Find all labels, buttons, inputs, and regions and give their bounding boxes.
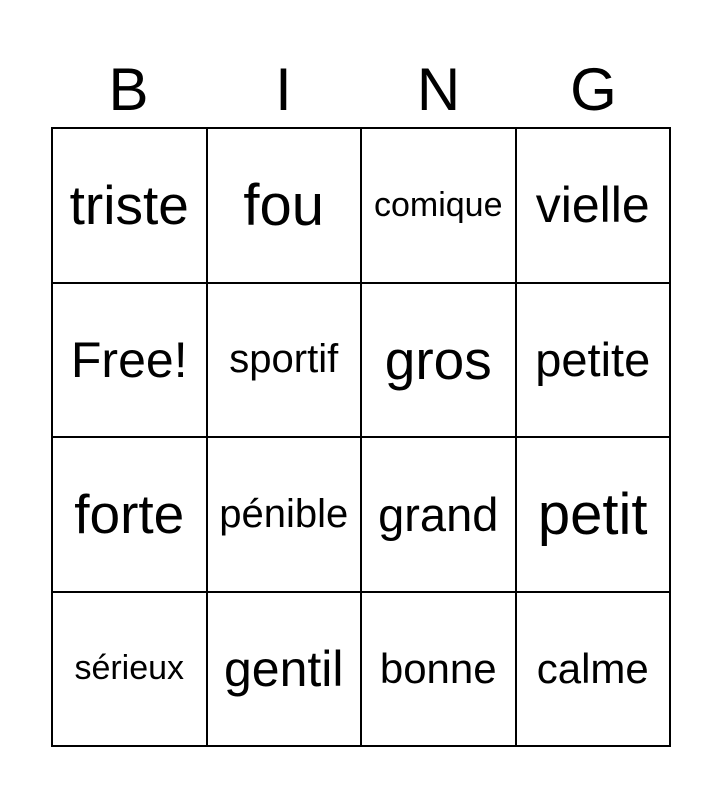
header-letter-n: N — [416, 56, 461, 123]
bingo-cell-r4c2[interactable]: gentil — [208, 593, 363, 748]
bingo-cell-r1c2[interactable]: fou — [208, 129, 363, 284]
bingo-cell-r3c2[interactable]: pénible — [208, 438, 363, 593]
bingo-cell-r4c3[interactable]: bonne — [362, 593, 517, 748]
bingo-cell-r3c4[interactable]: petit — [517, 438, 672, 593]
header-letter-i: I — [275, 56, 292, 123]
bingo-cell-r2c2[interactable]: sportif — [208, 284, 363, 439]
bingo-header — [51, 55, 671, 125]
bingo-cell-r3c1[interactable]: forte — [53, 438, 208, 593]
bingo-cell-r1c1[interactable]: triste — [53, 129, 208, 284]
bingo-cell-r1c4[interactable]: vielle — [517, 129, 672, 284]
bingo-cell-r2c3[interactable]: gros — [362, 284, 517, 439]
header-letter-g: G — [570, 56, 617, 123]
bingo-cell-r4c1[interactable]: sérieux — [53, 593, 208, 748]
header-letter-b: B — [108, 56, 149, 123]
bingo-cell-r1c3[interactable]: comique — [362, 129, 517, 284]
bingo-cell-r3c3[interactable]: grand — [362, 438, 517, 593]
bingo-cell-r4c4[interactable]: calme — [517, 593, 672, 748]
bingo-cell-r2c4[interactable]: petite — [517, 284, 672, 439]
bingo-board — [51, 127, 671, 747]
bingo-cell-r2c1-free[interactable]: Free! — [53, 284, 208, 439]
